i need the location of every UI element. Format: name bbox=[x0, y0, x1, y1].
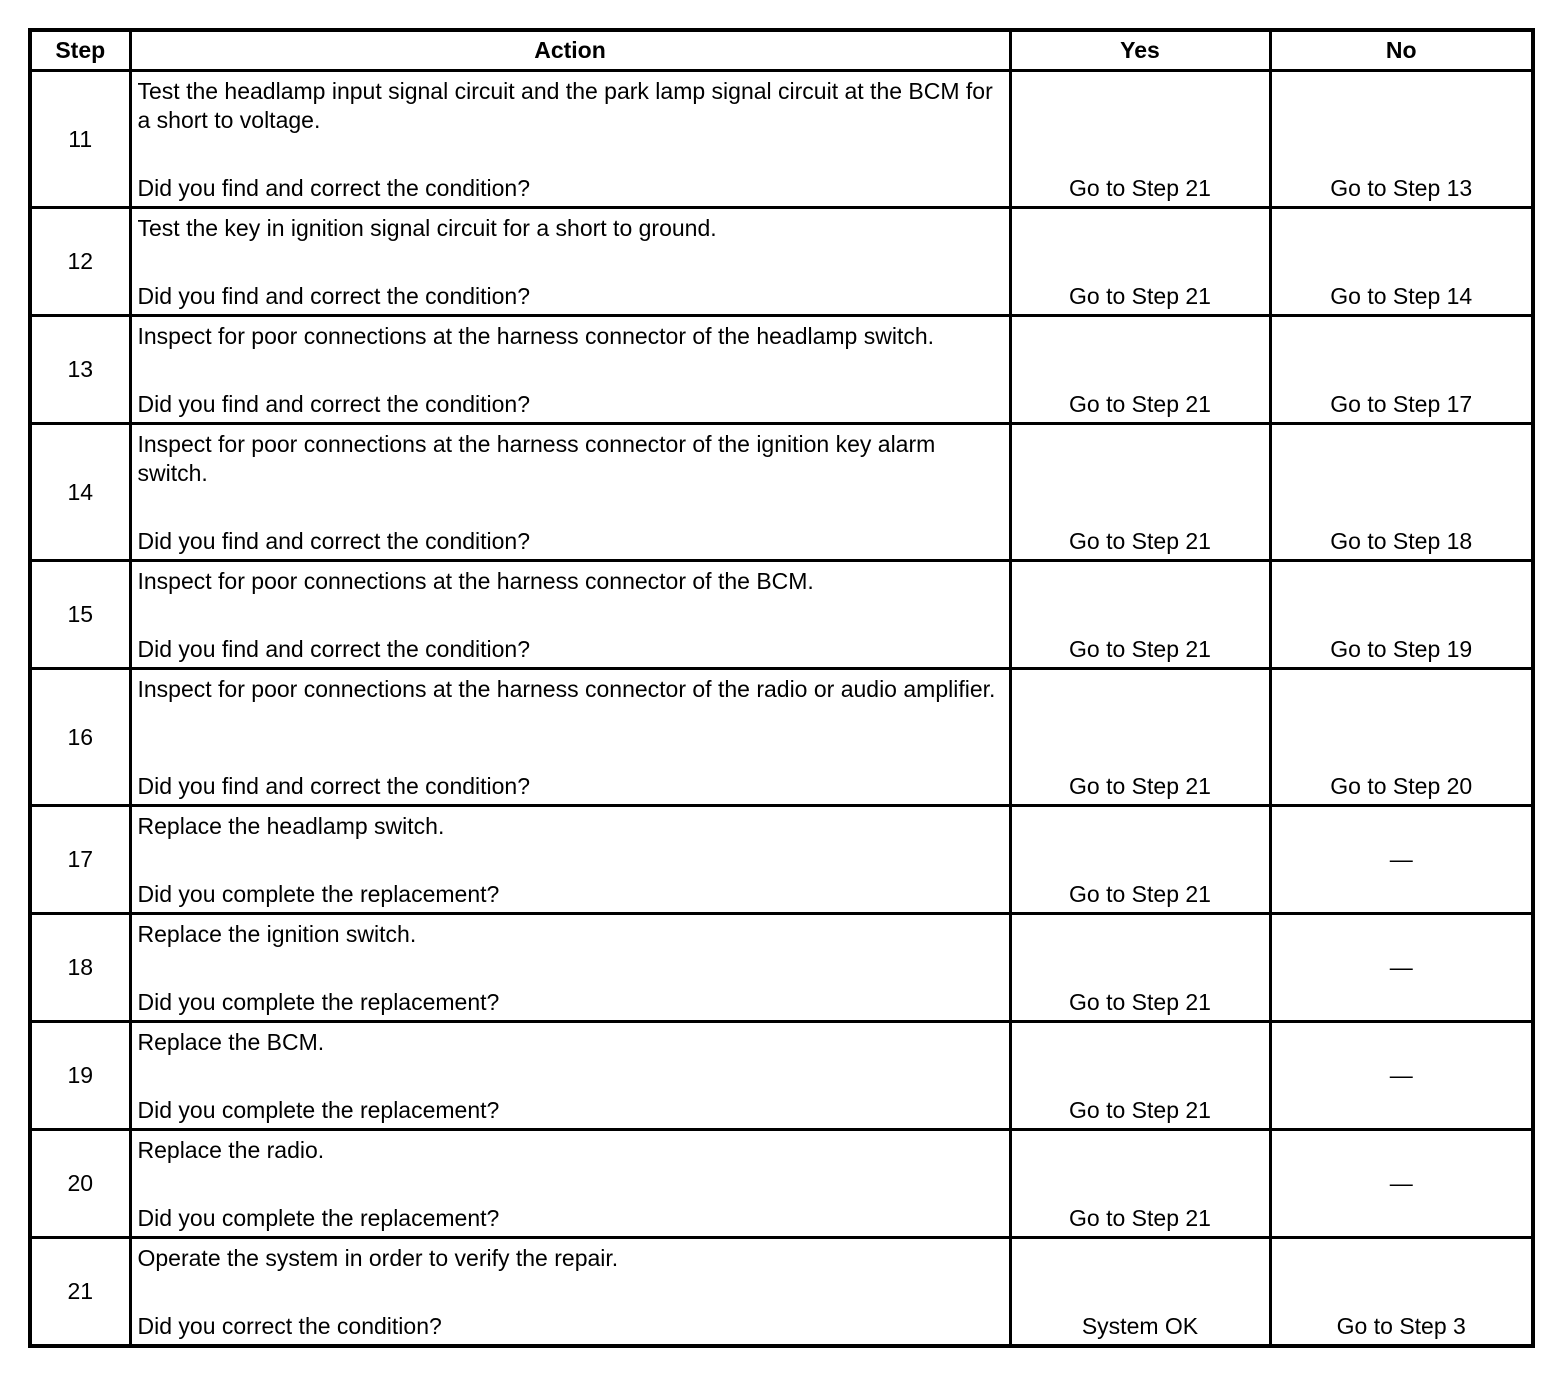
step-number: 20 bbox=[30, 1130, 130, 1238]
question-text: Did you find and correct the condition? bbox=[137, 636, 531, 662]
question-text: Did you correct the condition? bbox=[137, 1313, 442, 1339]
yes-result: System OK bbox=[1010, 1238, 1270, 1347]
question-text: Did you find and correct the condition? bbox=[137, 175, 531, 201]
question-text: Did you find and correct the condition? bbox=[137, 391, 531, 417]
yes-result: Go to Step 21 bbox=[1010, 561, 1270, 669]
yes-result: Go to Step 21 bbox=[1010, 1022, 1270, 1130]
action-cell bbox=[130, 316, 1010, 424]
action-text: Replace the ignition switch. bbox=[137, 921, 417, 947]
yes-column-header: Yes bbox=[1010, 30, 1270, 71]
step-column-header: Step bbox=[30, 30, 130, 71]
action-cell bbox=[130, 561, 1010, 669]
yes-result: Go to Step 21 bbox=[1010, 208, 1270, 316]
action-text: Test the key in ignition signal circuit for a short to ground. bbox=[137, 215, 717, 241]
action-text: Replace the radio. bbox=[137, 1137, 325, 1163]
yes-result: Go to Step 21 bbox=[1010, 71, 1270, 208]
table-row bbox=[30, 914, 1533, 1022]
table-row bbox=[30, 561, 1533, 669]
action-text: Test the headlamp input signal circuit and the park lamp signal circuit at the BCM for a short to voltage. bbox=[137, 78, 993, 133]
action-cell bbox=[130, 1130, 1010, 1238]
table-row bbox=[30, 316, 1533, 424]
action-text: Replace the headlamp switch. bbox=[137, 813, 445, 839]
yes-result: Go to Step 21 bbox=[1010, 669, 1270, 806]
no-result: — bbox=[1270, 1022, 1533, 1130]
step-number: 12 bbox=[30, 208, 130, 316]
action-text: Inspect for poor connections at the harness connector of the headlamp switch. bbox=[137, 323, 935, 349]
question-text: Did you find and correct the condition? bbox=[137, 773, 531, 799]
no-result: Go to Step 20 bbox=[1270, 669, 1533, 806]
yes-result: Go to Step 21 bbox=[1010, 1130, 1270, 1238]
table-row bbox=[30, 208, 1533, 316]
action-column-header: Action bbox=[130, 30, 1010, 71]
no-result: Go to Step 13 bbox=[1270, 71, 1533, 208]
no-result: Go to Step 3 bbox=[1270, 1238, 1533, 1347]
table-row bbox=[30, 806, 1533, 914]
step-number: 14 bbox=[30, 424, 130, 561]
step-number: 18 bbox=[30, 914, 130, 1022]
action-cell bbox=[130, 208, 1010, 316]
action-text: Inspect for poor connections at the harness connector of the radio or audio amplifier. bbox=[137, 676, 996, 702]
yes-result: Go to Step 21 bbox=[1010, 914, 1270, 1022]
action-cell bbox=[130, 1238, 1010, 1347]
action-text: Operate the system in order to verify the repair. bbox=[137, 1245, 619, 1271]
yes-result: Go to Step 21 bbox=[1010, 424, 1270, 561]
step-number: 11 bbox=[30, 71, 130, 208]
step-number: 17 bbox=[30, 806, 130, 914]
no-result: Go to Step 19 bbox=[1270, 561, 1533, 669]
table-row bbox=[30, 71, 1533, 208]
step-number: 21 bbox=[30, 1238, 130, 1347]
action-cell bbox=[130, 669, 1010, 806]
question-text: Did you complete the replacement? bbox=[137, 989, 500, 1015]
question-text: Did you complete the replacement? bbox=[137, 881, 500, 907]
no-result: — bbox=[1270, 806, 1533, 914]
step-number: 16 bbox=[30, 669, 130, 806]
no-column-header: No bbox=[1270, 30, 1533, 71]
no-result: — bbox=[1270, 1130, 1533, 1238]
question-text: Did you find and correct the condition? bbox=[137, 283, 531, 309]
action-text: Inspect for poor connections at the harness connector of the ignition key alarm switch. bbox=[137, 431, 936, 486]
step-number: 19 bbox=[30, 1022, 130, 1130]
no-result: Go to Step 14 bbox=[1270, 208, 1533, 316]
question-text: Did you find and correct the condition? bbox=[137, 528, 531, 554]
action-cell bbox=[130, 424, 1010, 561]
question-text: Did you complete the replacement? bbox=[137, 1097, 500, 1123]
step-number: 13 bbox=[30, 316, 130, 424]
yes-result: Go to Step 21 bbox=[1010, 806, 1270, 914]
action-text: Replace the BCM. bbox=[137, 1029, 325, 1055]
action-cell bbox=[130, 914, 1010, 1022]
yes-result: Go to Step 21 bbox=[1010, 316, 1270, 424]
action-text: Inspect for poor connections at the harness connector of the BCM. bbox=[137, 568, 814, 594]
no-result: Go to Step 17 bbox=[1270, 316, 1533, 424]
question-text: Did you complete the replacement? bbox=[137, 1205, 500, 1231]
no-result: Go to Step 18 bbox=[1270, 424, 1533, 561]
action-cell bbox=[130, 806, 1010, 914]
table-row bbox=[30, 1130, 1533, 1238]
diagnostic-table bbox=[28, 28, 1535, 1348]
table-row bbox=[30, 669, 1533, 806]
no-result: — bbox=[1270, 914, 1533, 1022]
action-cell bbox=[130, 71, 1010, 208]
table-row bbox=[30, 1238, 1533, 1347]
action-cell bbox=[130, 1022, 1010, 1130]
header-row bbox=[30, 30, 1533, 71]
step-number: 15 bbox=[30, 561, 130, 669]
table-row bbox=[30, 424, 1533, 561]
table-row bbox=[30, 1022, 1533, 1130]
